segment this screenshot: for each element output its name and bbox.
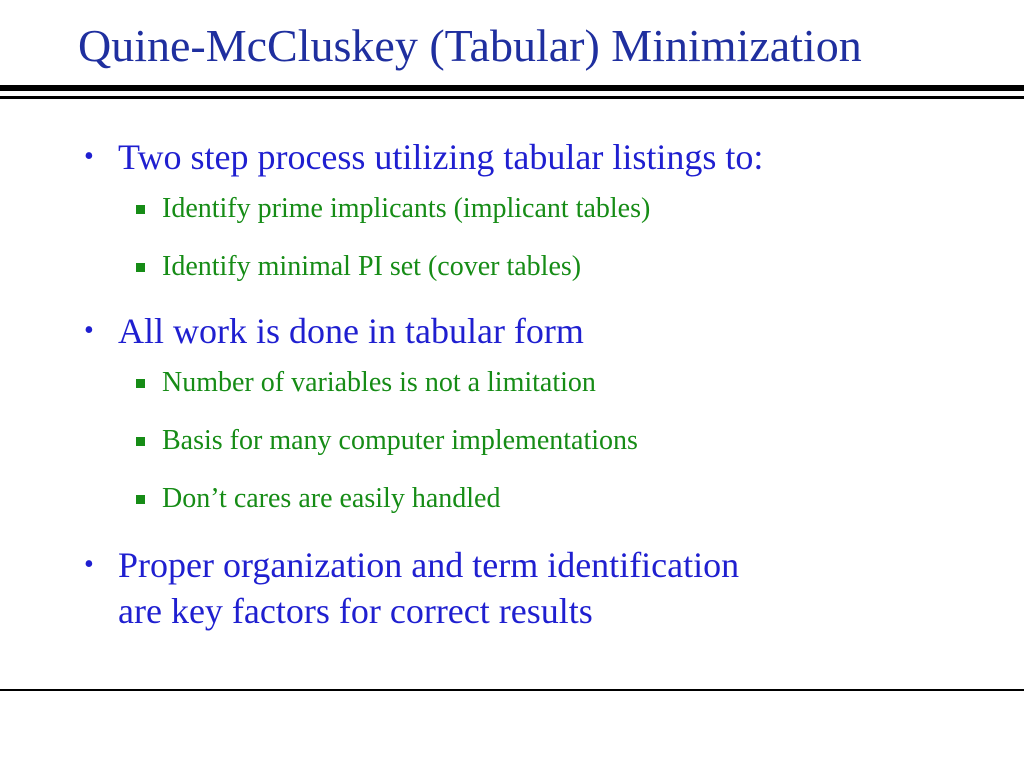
square-bullet-icon	[136, 379, 145, 388]
title-divider-thick	[0, 85, 1024, 91]
bullet-item	[80, 134, 980, 180]
square-bullet-icon	[136, 205, 145, 214]
bullet-text: All work is done in tabular form	[118, 311, 584, 351]
bullet-item	[80, 308, 980, 354]
bullet-text-line-2: are key factors for correct results	[118, 591, 593, 631]
square-bullet-icon	[136, 263, 145, 272]
sub-bullet-item	[80, 470, 980, 528]
square-bullet-icon	[136, 495, 145, 504]
bullet-dot-icon: •	[84, 549, 94, 580]
sub-bullet-text: Identify prime implicants (implicant tables)	[162, 193, 651, 224]
sub-bullet-item	[80, 354, 980, 412]
footer-divider	[0, 689, 1024, 691]
sub-bullet-text: Basis for many computer implementations	[162, 425, 638, 456]
sub-bullet-text: Don’t cares are easily handled	[162, 483, 501, 514]
slide-title: Quine-McCluskey (Tabular) Minimization	[78, 20, 862, 71]
bullet-text: Two step process utilizing tabular listings to:	[118, 137, 764, 177]
sub-bullet-text: Identify minimal PI set (cover tables)	[162, 251, 582, 282]
sub-bullet-item	[80, 238, 980, 296]
title-divider-thin	[0, 96, 1024, 99]
sub-bullet-item	[80, 180, 980, 238]
bullet-dot-icon: •	[84, 315, 94, 346]
sub-bullet-text: Number of variables is not a limitation	[162, 367, 596, 398]
sub-bullet-item	[80, 412, 980, 470]
bullet-dot-icon: •	[84, 141, 94, 172]
bullet-item	[80, 542, 980, 634]
bullet-list	[80, 130, 980, 634]
bullet-text-line-1: Proper organization and term identification	[118, 545, 740, 585]
square-bullet-icon	[136, 437, 145, 446]
